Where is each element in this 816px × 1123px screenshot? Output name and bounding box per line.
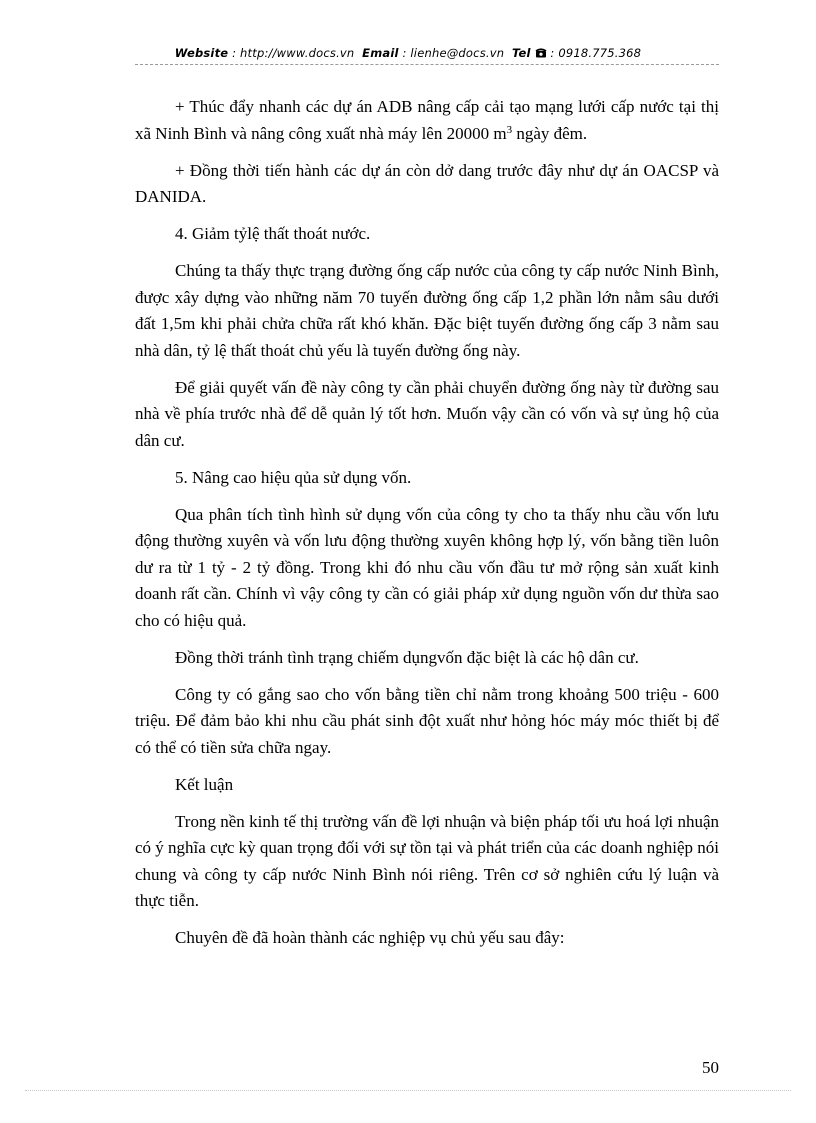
header-divider	[135, 64, 719, 65]
document-body	[135, 94, 719, 962]
email-label: Email	[362, 46, 399, 60]
paragraph-pipeline-solution: Để giải quyết vấn đề này công ty cần phải chuyển đường ống này từ đường sau nhà về phía trước nhà để dễ quản lý tốt hơn. Muốn vậy cần có vốn và sự ủng hộ của dân cư.	[135, 377, 719, 450]
paragraph-cash-target: Công ty có gắng sao cho vốn bằng tiền chỉ nằm trong khoảng 500 triệu - 600 triệu. Để đảm bảo khi nhu cầu phát sinh đột xuất như hỏng hóc máy móc thiết bị để có thể có tiền sửa chữa ngay.	[135, 684, 719, 757]
page-header	[0, 46, 816, 60]
website-label: Website	[174, 46, 229, 60]
telephone-icon	[535, 46, 551, 60]
footer-divider	[25, 1090, 791, 1091]
paragraph-summary-intro: Chuyên đề đã hoàn thành các nghiệp vụ chủ yếu sau đây:	[175, 928, 565, 947]
email-address[interactable]: : lienhe@docs.vn	[402, 46, 505, 60]
paragraph-capital-analysis: Qua phân tích tình hình sử dụng vốn của công ty cho ta thấy nhu cầu vốn lưu động thường xuyên và vốn lưu động thường xuyên không hợp lý, vốn bằng tiền luôn dư ra từ 1 tỷ - 2 tỷ đồng. Trong khi đó nhu cầu vốn đầu tư mở rộng sản xuất kinh doanh rất cần. Chính vì vậy công ty cần có giải pháp xử dụng nguồn vốn dư thừa sao cho có hiệu quả.	[135, 504, 719, 630]
section-heading-water-loss: 4. Giảm tỷlệ thất thoát nước.	[175, 224, 371, 243]
paragraph-ongoing-projects: + Đồng thời tiến hành các dự án còn dở dang trước đây như dự án OACSP và DANIDA.	[135, 160, 719, 206]
paragraph-adb-projects: + Thúc đẩy nhanh các dự án ADB nâng cấp cải tạo mạng lưới cấp nước tại thị xã Ninh Bình và nâng công xuất nhà máy lên 20000 $m^3$ ngày đêm.	[135, 97, 719, 143]
paragraph-pipeline-status: Chúng ta thấy thực trạng đường ống cấp nước của công ty cấp nước Ninh Bình, được xây dựng vào những năm 70 tuyến đường ống cấp 1,2 phần lớn nằm sâu dưới đất 1,5m khi phải chửa chữa rất khó khăn. Đặc biệt tuyến đường ống cấp 3 nằm sau nhà dân, tỷ lệ thất thoát chủ yếu là tuyến đường ống này.	[135, 261, 719, 360]
page-number: 50	[702, 1058, 719, 1077]
telephone-number: : 0918.775.368	[550, 46, 642, 60]
tel-label: Tel	[511, 46, 531, 60]
paragraph-avoid-appropriation: Đồng thời tránh tình trạng chiếm dụngvốn đặc biệt là các hộ dân cư.	[175, 647, 639, 667]
section-heading-conclusion: Kết luận	[175, 774, 234, 794]
section-heading-capital-efficiency: 5. Nâng cao hiệu qủa sử dụng vốn.	[175, 467, 412, 487]
website-url[interactable]: : http://www.docs.vn	[232, 46, 355, 60]
superscript-cubic: 3	[506, 123, 513, 136]
paragraph-conclusion: Trong nền kinh tế thị trường vấn đề lợi nhuận và biện pháp tối ưu hoá lợi nhuận có ý nghĩa cực kỳ quan trọng đối với sự tồn tại và phát triển của các doanh nghiệp nói chung và công ty cấp nước Ninh Bình nói riêng. Trên cơ sở nghiên cứu lý luận và thực tiễn.	[135, 811, 720, 910]
